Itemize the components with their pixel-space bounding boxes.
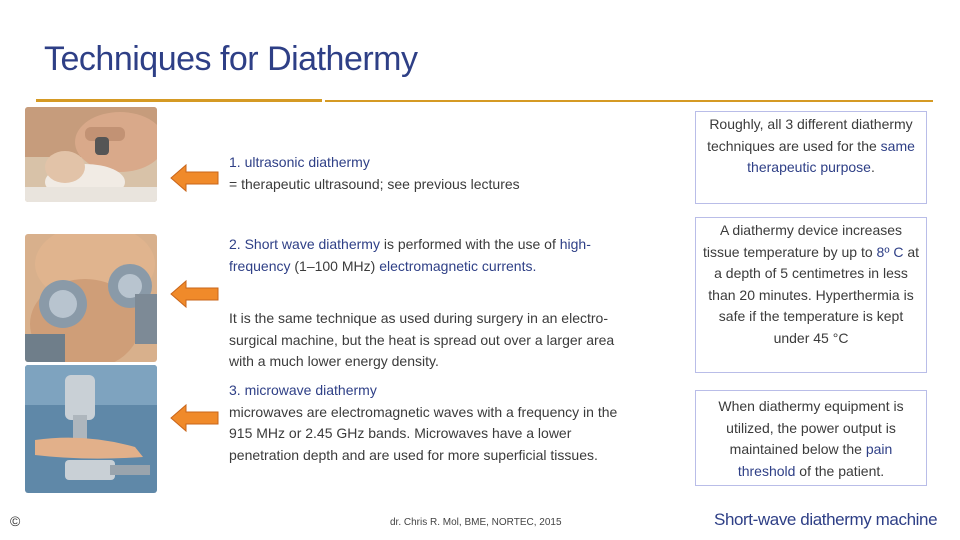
technique-shortwave xyxy=(229,234,629,277)
microwave-foot-photo xyxy=(25,365,157,493)
box-highlight: 8º C xyxy=(876,243,904,260)
box-text: When diathermy equipment is utilized, the power output is maintained below the xyxy=(718,398,904,457)
photo-caption: Short-wave diathermy machine xyxy=(714,510,938,529)
technique-heading: 3. microwave diathermy xyxy=(229,382,377,398)
arrow-left-icon xyxy=(170,403,220,433)
title-underline-right xyxy=(325,100,933,102)
technique-ultrasonic xyxy=(229,152,629,195)
arrow-left-icon xyxy=(170,279,220,309)
copyright-mark: © xyxy=(10,513,21,529)
technique-body: microwaves are electromagnetic waves with a frequency in the 915 MHz or 2.45 GHz bands. Microwaves have a lower penetration depth and are used for more superficial tissues. xyxy=(229,403,618,463)
technique-microwave xyxy=(229,380,629,466)
shortwave-shoulder-photo xyxy=(25,234,157,362)
technique-heading: 2. Short wave diathermy xyxy=(229,236,380,252)
title-underline-left xyxy=(36,99,322,102)
highlight-term: electromagnetic currents. xyxy=(379,257,537,274)
box-text: of the patient. xyxy=(795,462,885,479)
box-highlight: pain threshold xyxy=(737,441,893,479)
technique-heading: 1. ultrasonic diathermy xyxy=(229,154,370,170)
box-text: at a depth of 5 centimetres in less than 20 minutes. Hyperthermia is safe if the temperature is kept under 45 °C xyxy=(708,243,920,346)
slide-title: Techniques for Diathermy xyxy=(44,40,418,78)
info-box-power xyxy=(695,390,927,486)
box-highlight: same therapeutic purpose xyxy=(747,137,915,175)
box-text: . xyxy=(870,159,875,175)
info-box-temperature xyxy=(695,217,927,373)
info-box-purpose xyxy=(695,111,927,204)
technique-body: = therapeutic ultrasound; see previous lectures xyxy=(229,175,520,192)
technique-body: is performed with the use of xyxy=(379,236,560,252)
footer-author: dr. Chris R. Mol, BME, NORTEC, 2015 xyxy=(390,517,562,528)
box-text: Roughly, all 3 different diathermy techniques are used for the xyxy=(707,116,913,154)
technique-body: (1–100 MHz) xyxy=(290,257,380,274)
ultrasound-photo xyxy=(25,107,157,202)
box-text: A diathermy device increases tissue temperature by up to xyxy=(702,222,903,260)
technique-shortwave-extra: It is the same technique as used during surgery in an electro-surgical machine, but the heat is spread out over a larger area with a much lower energy density. xyxy=(229,310,615,369)
arrow-left-icon xyxy=(170,163,220,193)
highlight-term: high-frequency xyxy=(229,236,591,274)
